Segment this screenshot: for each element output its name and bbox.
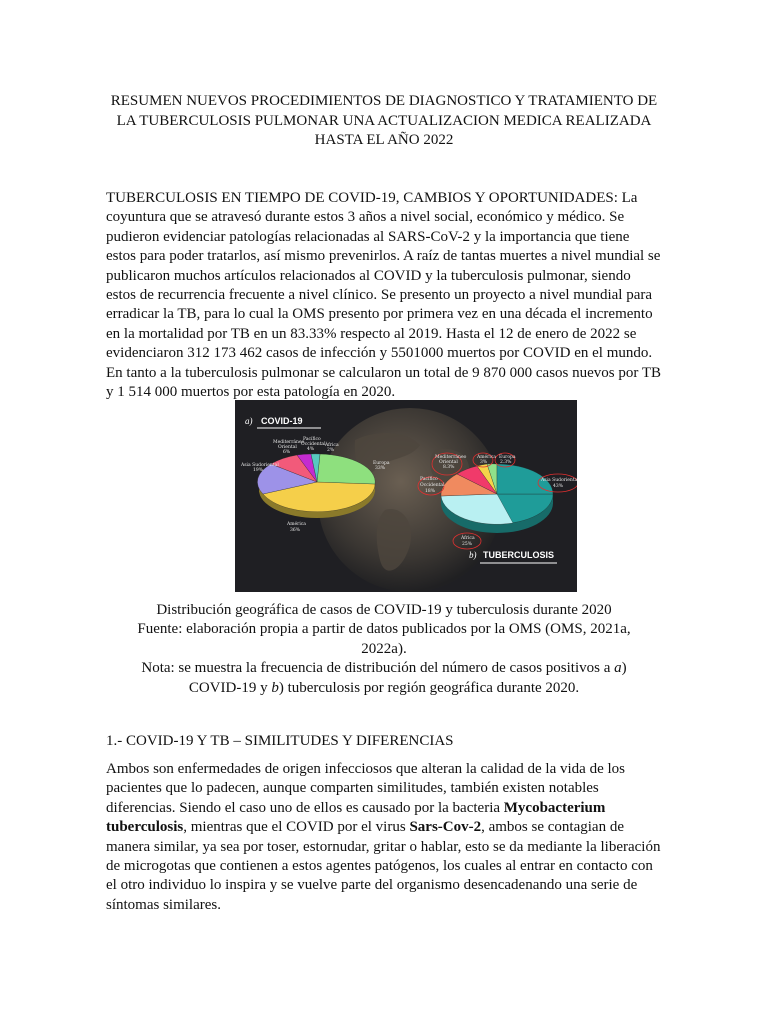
tb-label-mediterraneo-2: Oriental bbox=[439, 460, 458, 465]
covid-label-mediterraneo-1: Mediterráneo bbox=[273, 440, 305, 445]
caption-title: Distribución geográfica de casos de COVID-19 y tuberculosis durante 2020 bbox=[156, 602, 612, 618]
section-heading: 1.- COVID-19 Y TB – SIMILITUDES Y DIFERENCIAS bbox=[106, 733, 454, 749]
bacteria-name: Mycobacterium tuberculosis bbox=[106, 799, 606, 836]
caption-note bbox=[120, 659, 648, 698]
tb-label-pacifico-2: Occidental bbox=[420, 483, 445, 488]
covid-label-europa-2: 33% bbox=[375, 466, 386, 471]
paragraph2-part3: , ambos se contagian de manera similar, ya sea por toser, estornudar, gritar o hablar, esto se da mediante la liberación de microgotas que contienen a estos agentes patógenos, los cuales al entrar en contacto con el otro individuo lo inspira y se vuelve parte del organismo desencadenando una serie de síntomas similares. bbox=[106, 819, 661, 913]
caption-source: Fuente: elaboración propia a partir de datos publicados por la OMS (OMS, 2021a, 2022a). bbox=[137, 621, 631, 657]
tb-label-africa-1: África bbox=[461, 536, 475, 541]
paragraph-covid-tb: TUBERCULOSIS EN TIEMPO DE COVID-19, CAMBIOS Y OPORTUNIDADES: La coyuntura que se atravesó durante estos 3 años a nivel social, económico y médico. Se pudieron evidenciar patologías relacionadas al SARS-CoV-2 y la importancia que tiene estos para poder tratarlos, así mismo prevenirlos. A raíz de tantas muertes a nivel mundial se publicaron muchos artículos relacionados al COVID y la tuberculosis pulmonar, siendo estos de recurrencia frecuente a nivel clínico. Se presento un proyecto a nivel mundial para erradicar la TB, para lo cual la OMS presento por primera vez en una década el incremento en la mortalidad por TB en un 83.33% respecto al 2019. Hasta el 12 de enero de 2022 se evidenciaron 312 173 462 casos de infección y 5501000 muertos por COVID en el mundo. En tanto a la tuberculosis pulmonar se calcularon un total de 9 870 000 casos nuevos por TB y 1 514 000 muertos por esta patología en 2020. bbox=[106, 190, 662, 401]
tb-label-america-1: América bbox=[477, 455, 496, 460]
caption-note-prefix: Nota: se muestra la frecuencia de distribución del número de casos positivos a bbox=[141, 660, 615, 677]
figure-covid-tb-distribution bbox=[235, 400, 577, 592]
caption-note-b: b bbox=[271, 679, 279, 696]
tb-label-mediterraneo-3: 8.3% bbox=[443, 465, 455, 470]
tb-panel-letter: b) bbox=[469, 550, 477, 560]
tb-label-pacifico-1: Pacífico bbox=[420, 477, 438, 482]
covid-label-pacifico-1: Pacífico bbox=[303, 437, 321, 442]
covid-label-mediterraneo-2: Oriental bbox=[278, 445, 297, 450]
caption-note-mid: ) COVID-19 y bbox=[188, 660, 627, 696]
covid-label-mediterraneo-3: 6% bbox=[283, 450, 291, 455]
covid-label-asia-2: 19% bbox=[253, 468, 264, 473]
covid-tag: COVID-19 bbox=[261, 416, 303, 426]
tb-label-africa-2: 25% bbox=[462, 542, 473, 547]
covid-label-africa-2: 2% bbox=[327, 448, 335, 453]
tb-label-asia-1: Asia Sudoriental bbox=[541, 478, 577, 483]
document-title: RESUMEN NUEVOS PROCEDIMIENTOS DE DIAGNOSTICO Y TRATAMIENTO DE LA TUBERCULOSIS PULMONAR UNA ACTUALIZACION MEDICA REALIZADA HASTA EL AÑO 2022 bbox=[110, 93, 658, 148]
tb-label-pacifico-3: 18% bbox=[425, 489, 436, 494]
paragraph2-part2: , mientras que el COVID por el virus bbox=[183, 819, 410, 836]
covid-label-pacifico-3: 4% bbox=[307, 447, 315, 452]
figure-graphic bbox=[235, 400, 577, 592]
covid-label-europa-1: Europa bbox=[373, 461, 390, 466]
tb-label-asia-2: 43% bbox=[553, 484, 564, 489]
caption-note-suffix: ) tuberculosis por región geográfica durante 2020. bbox=[278, 679, 580, 696]
tb-label-america-2: 3% bbox=[480, 460, 488, 465]
tb-pie-chart bbox=[441, 464, 553, 533]
caption-note-a: a bbox=[614, 660, 622, 677]
tb-label-mediterraneo-1: Mediterráneo bbox=[435, 455, 467, 460]
tb-label-europa-2: 2.3% bbox=[500, 460, 512, 465]
figure-caption bbox=[120, 601, 648, 698]
covid-label-america-1: América bbox=[287, 522, 306, 527]
paragraph2-part1: Ambos son enfermedades de origen infecciosos que alteran la calidad de la vida de los pacientes que lo padecen, aunque comparten similitudes, también existen notables diferencias. Siendo el caso uno de ellos es causado por la bacteria bbox=[106, 761, 625, 816]
virus-name: Sars-Cov-2 bbox=[409, 819, 482, 836]
covid-label-asia-1: Asia Sudoriental bbox=[241, 463, 279, 468]
tb-label-europa-1: Europa bbox=[499, 455, 516, 460]
paragraph-similarities bbox=[106, 760, 662, 915]
covid-panel-letter: a) bbox=[245, 416, 253, 426]
covid-label-pacifico-2: Occidental bbox=[301, 442, 326, 447]
covid-label-america-2: 36% bbox=[290, 528, 301, 533]
covid-label-africa-1: África bbox=[325, 443, 339, 448]
tb-tag: TUBERCULOSIS bbox=[483, 550, 555, 560]
